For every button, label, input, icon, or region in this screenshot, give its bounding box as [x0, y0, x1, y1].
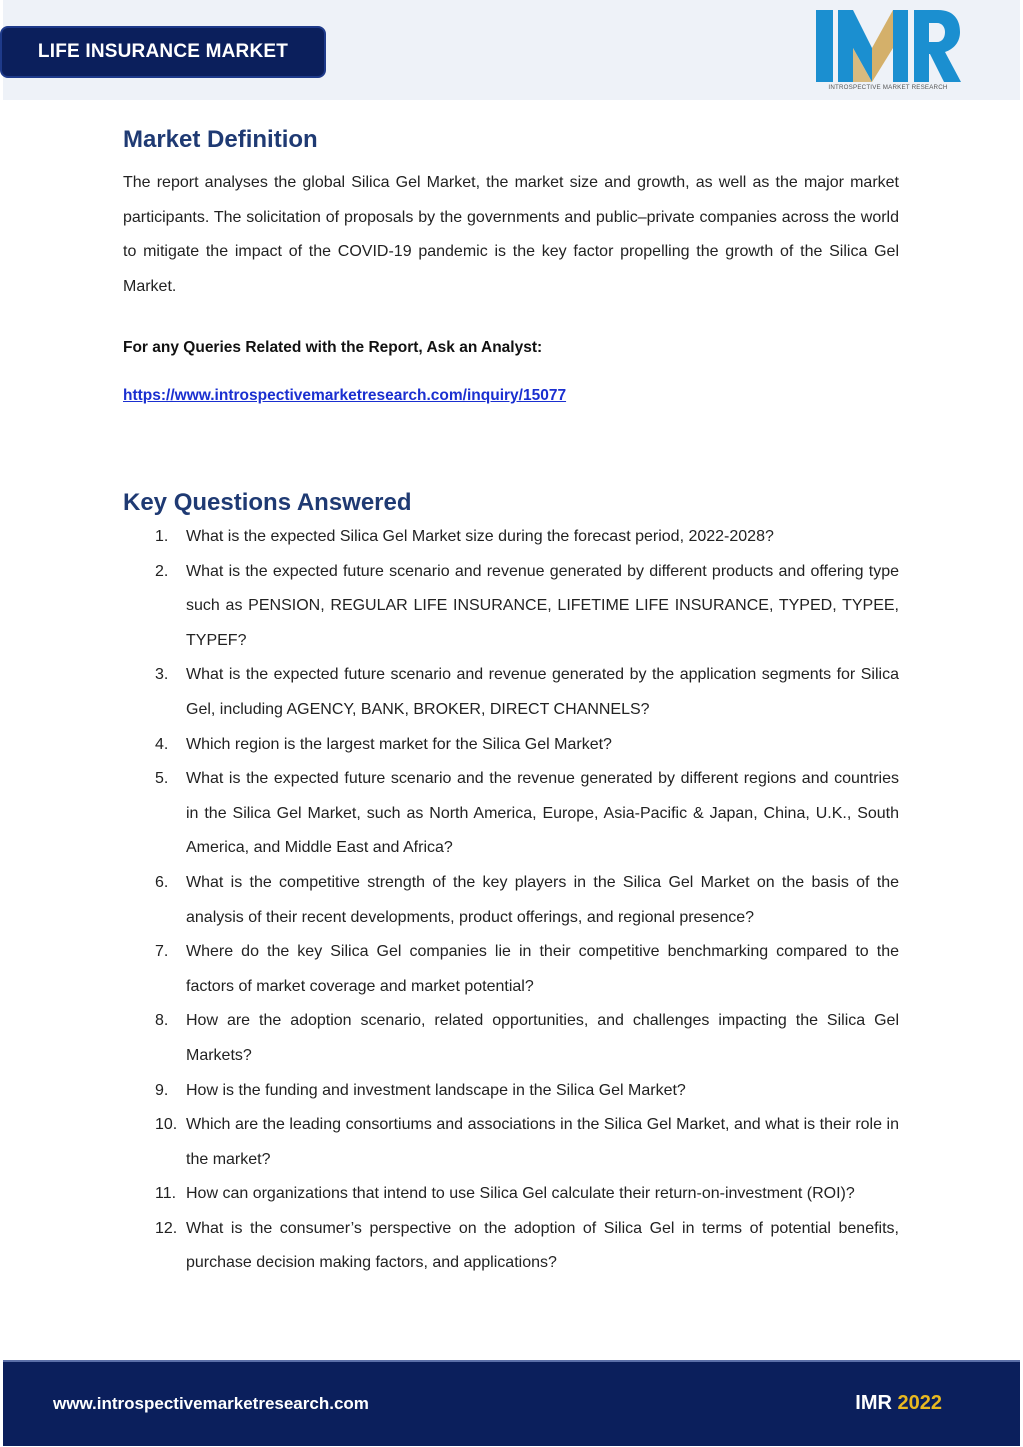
main-content	[123, 120, 899, 1272]
list-item	[123, 1004, 899, 1073]
list-item	[123, 935, 899, 1004]
list-text: Where do the key Silica Gel companies lie in their competitive benchmarking compared to the factors of market coverage and market potential?	[186, 943, 899, 995]
list-number: 11.	[155, 1185, 177, 1203]
list-text: What is the expected Silica Gel Market size during the forecast period, 2022-2028?	[186, 528, 774, 545]
list-number: 2.	[155, 562, 169, 580]
market-definition-paragraph: The report analyses the global Silica Gel Market, the market size and growth, as well as the major market participants. The solicitation of proposals by the governments and public–private companies across the world to mitigate the impact of the COVID-19 pandemic is the key factor propelling the growth of the Silica Gel Market.	[123, 174, 899, 296]
report-title-badge	[0, 26, 326, 78]
list-text: What is the consumer’s perspective on the adoption of Silica Gel in terms of potential benefits, purchase decision making factors, and applications?	[186, 1219, 899, 1272]
list-item	[123, 728, 899, 763]
list-number: 6.	[155, 873, 169, 891]
list-item	[123, 1108, 899, 1177]
list-item	[123, 1177, 899, 1212]
footer-year: 2022	[897, 1392, 942, 1414]
list-number: 9.	[155, 1081, 169, 1099]
list-text: Which are the leading consortiums and associations in the Silica Gel Market, and what is their role in the market?	[186, 1116, 899, 1168]
report-title: LIFE INSURANCE MARKET	[37, 41, 289, 62]
list-number: 8.	[155, 1012, 169, 1030]
list-item	[123, 1212, 899, 1281]
list-text: What is the expected future scenario and revenue generated by different products and offering type such as PENSION, REGULAR LIFE INSURANCE, LIFETIME LIFE INSURANCE, TYPED, TYPEE, TYPEF?	[186, 562, 899, 649]
key-questions-heading: Key Questions Answered	[123, 489, 412, 516]
list-number: 3.	[155, 666, 169, 684]
list-number: 12.	[155, 1219, 178, 1237]
inquiry-link[interactable]: https://www.introspectivemarketresearch.com/inquiry/15077	[123, 386, 567, 404]
list-number: 5.	[155, 770, 169, 788]
list-text: What is the competitive strength of the key players in the Silica Gel Market on the basis of the analysis of their recent developments, product offerings, and regional presence?	[186, 873, 899, 926]
footer-brand	[855, 1392, 942, 1415]
list-text: What is the expected future scenario and revenue generated by the application segments for Silica Gel, including AGENCY, BANK, BROKER, DIRECT CHANNELS?	[186, 666, 899, 718]
footer-bar	[3, 1360, 1020, 1446]
key-questions-list	[123, 520, 899, 1281]
list-number: 1.	[155, 528, 169, 545]
list-item	[123, 555, 899, 659]
list-text: Which region is the largest market for the Silica Gel Market?	[186, 735, 612, 753]
list-number: 10.	[155, 1116, 178, 1134]
list-item	[123, 1074, 899, 1109]
list-text: What is the expected future scenario and the revenue generated by different regions and countries in the Silica Gel Market, such as North America, Europe, Asia-Pacific & Japan, China, U.K., South America, and Middle East and Africa?	[186, 770, 899, 857]
list-item	[123, 762, 899, 866]
list-item	[123, 520, 899, 555]
footer-website-link[interactable]: www.introspectivemarketresearch.com	[53, 1394, 369, 1413]
market-definition-heading: Market Definition	[123, 126, 318, 153]
footer-brand-name: IMR	[855, 1392, 892, 1414]
list-number: 7.	[155, 943, 169, 961]
list-number: 4.	[155, 735, 169, 753]
list-item	[123, 866, 899, 935]
query-label: For any Queries Related with the Report, Ask an Analyst:	[123, 338, 543, 356]
list-text: How can organizations that intend to use Silica Gel calculate their return-on-investment (ROI)?	[186, 1185, 855, 1203]
list-item	[123, 658, 899, 727]
list-text: How is the funding and investment landscape in the Silica Gel Market?	[186, 1081, 686, 1099]
logo-subtitle: INTROSPECTIVE MARKET RESEARCH	[828, 84, 948, 91]
list-text: How are the adoption scenario, related opportunities, and challenges impacting the Silica Gel Markets?	[186, 1012, 899, 1064]
